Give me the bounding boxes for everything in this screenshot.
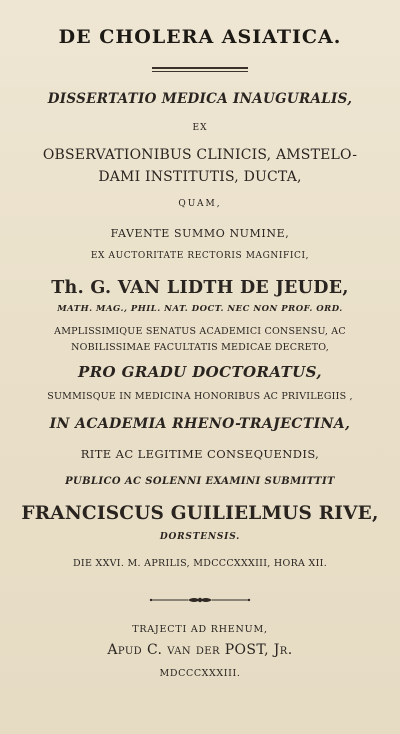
observations-line-1: OBSERVATIONIBUS CLINICIS, AMSTELO- (42, 147, 358, 163)
rector-name: Th. G. VAN LIDTH DE JEUDE, (51, 278, 349, 298)
rector-degrees: MATH. MAG., PHIL. NAT. DOCT. NEC NON PROF. ORD. (57, 304, 343, 314)
academia-line: IN ACADEMIA RHENO-TRAJECTINA, (49, 416, 351, 432)
ex-line: EX (192, 123, 208, 133)
author-origin: DORSTENSIS. (159, 532, 241, 542)
imprint-place: TRAJECTI AD RHENUM, (132, 624, 268, 635)
ornament-divider-icon (148, 593, 252, 607)
quam-line: QUAM, (178, 199, 222, 209)
document-title: DE CHOLERA ASIATICA. (58, 26, 342, 48)
dissertation-heading: DISSERTATIO MEDICA INAUGURALIS, (47, 91, 353, 107)
title-rule (152, 67, 248, 72)
senatus-line-2: NOBILISSIMAE FACULTATIS MEDICAE DECRETO, (71, 342, 329, 353)
pro-gradu-line: PRO GRADU DOCTORATUS, (78, 363, 322, 381)
rite-line: RITE AC LEGITIME CONSEQUENDIS, (80, 447, 320, 461)
author-name: FRANCISCUS GUILIELMUS RIVE, (21, 503, 379, 524)
imprint-year: MDCCCXXXIII. (159, 668, 241, 679)
honoribus-line: SUMMISQUE IN MEDICINA HONORIBUS AC PRIVILEGIIS , (47, 391, 353, 402)
defense-date: DIE XXVI. M. APRILIS, MDCCCXXXIII, HORA XII. (72, 558, 328, 569)
senatus-line-1: AMPLISSIMIQUE SENATUS ACADEMICI CONSENSU, AC (54, 326, 346, 337)
publico-line: PUBLICO AC SOLENNI EXAMINI SUBMITTIT (65, 476, 335, 487)
observations-line-2: DAMI INSTITUTIS, DUCTA, (98, 169, 302, 185)
auctoritate-line: EX AUCTORITATE RECTORIS MAGNIFICI, (90, 251, 310, 261)
favente-line: FAVENTE SUMMO NUMINE, (110, 227, 290, 240)
imprint-publisher: Apud C. van der POST, Jr. (107, 642, 293, 658)
